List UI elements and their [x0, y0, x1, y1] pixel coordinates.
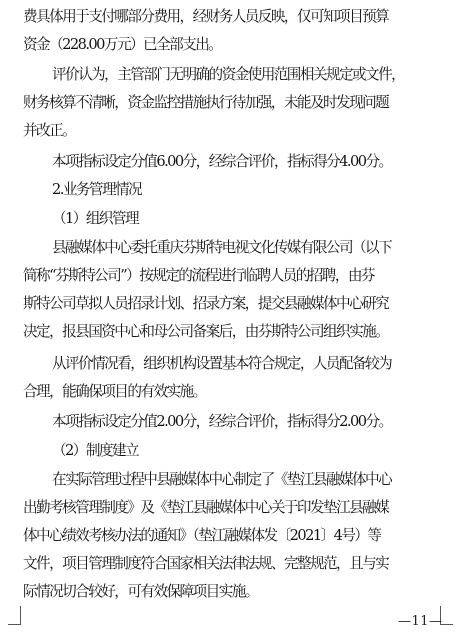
paragraph-system [0, 466, 463, 606]
text-line: 财务核算不清晰，资金监控措施执行待加强，未能及时发现问题 [23, 94, 389, 111]
text-line: 费具体用于支付哪部分费用，经财务人员反映，仅可知项目预算 [23, 8, 389, 25]
text-line: 评价认为，主管部门无明确的资金使用范围相关规定或文件， [52, 66, 405, 83]
text-line: 决定，报县国资中心和母公司备案后，由芬斯特公司组织实施。 [23, 323, 389, 340]
crop-mark-bottom-left [8, 606, 21, 625]
subheading-organization [0, 205, 463, 233]
text-line: 从评价情况看，组织机构设置基本符合规定，人员配备较为 [52, 355, 392, 372]
heading-text: 2.业务管理情况 [52, 181, 142, 198]
text-line: 简称“芬斯特公司”）按规定的流程进行临聘人员的招聘，由芬 [23, 267, 374, 284]
text-line: 出勤考核管理制度》及《垫江县融媒体中心关于印发垫江县融媒 [23, 499, 389, 516]
text-line: 在实际管理过程中县融媒体中心制定了《垫江县融媒体中心 [52, 471, 392, 488]
paragraph-budget-spend [0, 3, 463, 59]
text-line: 本项指标设定分值2.00分，经综合评价，指标得分2.00分。 [52, 413, 392, 430]
text-line: 合理，能确保项目的有效实施。 [23, 383, 206, 400]
paragraph-org-evaluation [0, 350, 463, 406]
paragraph-evaluation [0, 61, 463, 145]
paragraph-organization [0, 234, 463, 346]
paragraph-score-2 [0, 408, 463, 436]
section-heading-business-management [0, 176, 463, 204]
subheading-system-establishment [0, 437, 463, 465]
paragraph-score-1 [0, 148, 463, 176]
heading-text: （1）组织管理 [52, 210, 138, 227]
text-line: 体中心绩效考核办法的通知》（垫江融媒体发〔2021〕4号）等 [23, 527, 381, 544]
text-line: 并改正。 [23, 122, 76, 139]
text-line: 本项指标设定分值6.00分，经综合评价，指标得分4.00分。 [52, 153, 392, 170]
text-line: 斯特公司草拟人员招录计划、招录方案，提交县融媒体中心研究 [23, 295, 389, 312]
text-line: 际情况切合较好，可有效保障项目实施。 [23, 583, 258, 600]
text-line: 资金（228.00万元）已全部支出。 [23, 36, 222, 53]
text-line: 文件，项目管理制度符合国家相关法律法规、完整规范，且与实 [23, 555, 389, 572]
text-line: 县融媒体中心委托重庆芬斯特电视文化传媒有限公司（以下 [52, 239, 392, 256]
heading-text: （2）制度建立 [52, 442, 138, 459]
page-number: —11— [398, 614, 443, 629]
